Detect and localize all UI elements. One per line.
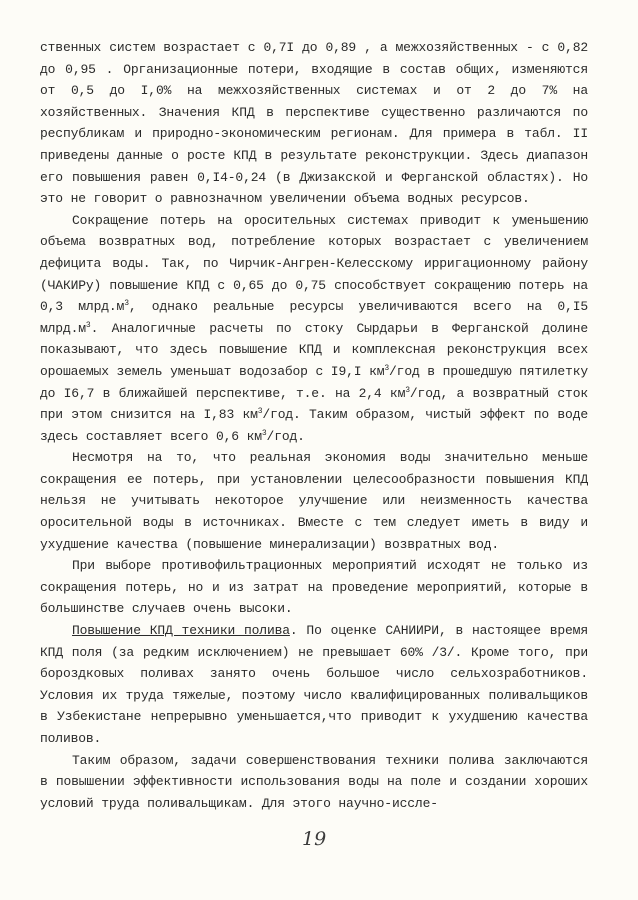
- paragraph-5: [40, 620, 588, 750]
- text-run: , однако реальные ресурсы увеличиваются всего на 0,I5 млрд.м: [40, 299, 588, 336]
- text-run: Несмотря на то, что реальная экономия воды значительно меньше сокращения ее потерь, при установлении целесообразности повышения КПД нельзя не учитывать некоторое улучшение или неизменность качества оросительной воды в источниках. Вместе с тем следует иметь в виду и ухудшение качества (повышение минерализации) возвратных вод.: [40, 450, 588, 552]
- superscript: 3: [257, 407, 263, 417]
- text-run: /год. Таким образом, чистый эффект по воде здесь составляет всего 0,6 км: [40, 407, 588, 444]
- text-run: Сокращение потерь на оросительных системах приводит к уменьшению объема возвратных вод, потребление которых возрастает с увеличением дефицита воды. Так, по Чирчик-Ангрен-Келесскому ирригационному району (ЧАКИРу) повышение КПД с 0,65 до 0,75 способствует сокращению потерь на 0,3 млрд.м: [40, 212, 588, 315]
- text-run: . Аналогичные расчеты по стоку Сырдарьи в Ферганской долине показывают, что здесь повышение КПД и комплексная реконструкция всех орошаемых земель уменьшат водозабор с I9,I км: [40, 320, 588, 379]
- page-number: 19: [302, 828, 327, 850]
- section-heading: Повышение КПД техники полива: [72, 623, 290, 639]
- superscript: 3: [384, 363, 390, 373]
- paragraph-4: [40, 555, 588, 620]
- text-run: /год в прошедшую пятилетку до I6,7 в ближайшей перспективе, т.е. на 2,4 км: [40, 363, 588, 401]
- paragraph-2: [40, 210, 588, 448]
- text-run: /год.: [266, 428, 305, 444]
- paragraph-1: [40, 37, 588, 210]
- text-run: ственных систем возрастает с 0,7I до 0,89 , а межхозяйственных - с 0,82 до 0,95 . Организационные потери, входящие в состав общих, изменяются от 0,5 до I,0% на межхозяйственных системах и от 2 до 7% на хозяйственных. Значения КПД в перспективе существенно различаются по республикам и природно-экономическим регионам. Для примера в табл. II приведены данные о росте КПД в результате реконструкции. Здесь диапазон его повышения равен 0,I4-0,24 (в Джизакской и Ферганской областях). Но это не говорит о равнозначном увеличении объема водных ресурсов.: [40, 40, 588, 207]
- text-run: При выборе противофильтрационных мероприятий исходят не только из сокращения потерь, но и из затрат на проведение мероприятий, которые в большинстве случаев очень высоки.: [40, 558, 588, 617]
- superscript: 3: [261, 428, 267, 438]
- paragraph-3: [40, 447, 588, 555]
- text-run: /год, а возвратный сток при этом снизится на I,83 км: [40, 385, 588, 423]
- text-run: . По оценке САНИИРИ, в настоящее время КПД поля (за редким исключением) не превышает 60% /3/. Кроме того, при бороздковых поливах занято очень большое число сельхозработников. Условия их труда тяжелые, поэтому число квалифицированных поливальщиков в Узбекистане непрерывно уменьшается,что приводит к ухудшению качества поливов.: [40, 623, 588, 746]
- superscript: 3: [124, 299, 129, 309]
- document-body: [40, 37, 588, 814]
- superscript: 3: [405, 385, 410, 395]
- text-run: Таким образом, задачи совершенствования техники полива заключаются в повышении эффективности использования воды на поле и создании хороших условий труда поливальщикам. Для этого научно-иссле-: [40, 752, 588, 811]
- superscript: 3: [85, 320, 91, 330]
- paragraph-6: [40, 750, 588, 815]
